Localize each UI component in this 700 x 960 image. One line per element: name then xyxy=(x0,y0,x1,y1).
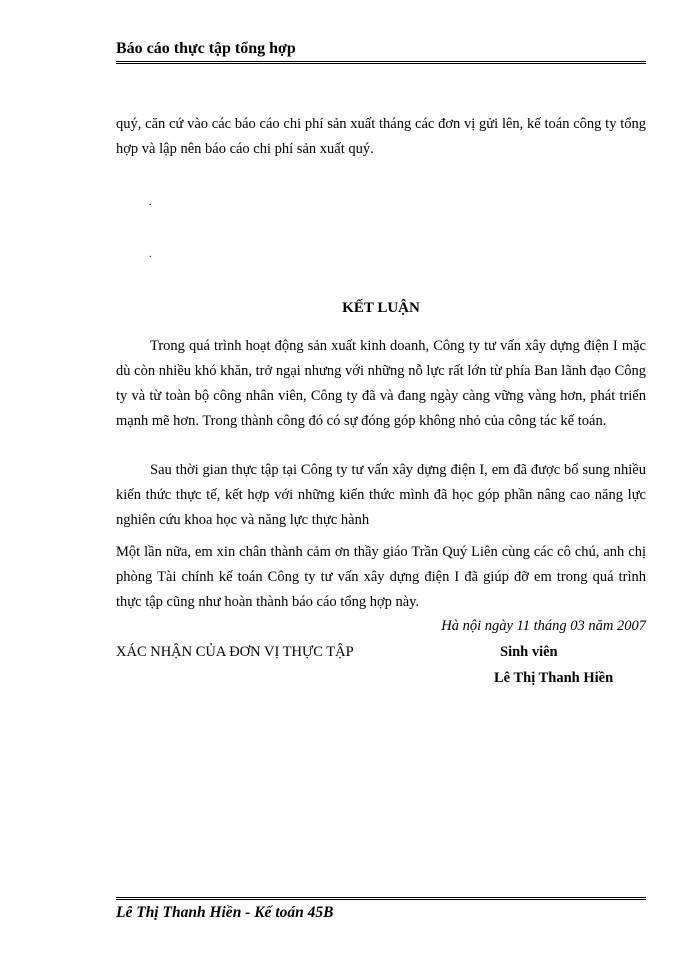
signature-role: Sinh viên xyxy=(500,644,558,660)
stray-dot-1: . xyxy=(149,197,152,208)
header-title: Báo cáo thực tập tổng hợp xyxy=(116,40,296,57)
conclusion-paragraph-3: Một lần nữa, em xin chân thành cảm ơn thầy giáo Trần Quý Liên cùng các cô chú, anh chị phòng Tài chính kế toán Công ty tư vấn xây dựng điện I đã giúp đỡ em trong quá trình thực tập cũng như hoàn thành báo cáo tổng hợp này. xyxy=(116,544,646,610)
footer-divider xyxy=(116,897,646,902)
conclusion-paragraph-2: Sau thời gian thực tập tại Công ty tư vấn xây dựng điện I, em đã được bổ sung nhiều kiến thức thực tế, kết hợp với những kiến thức mình đã học góp phần nâng cao năng lực nghiên cứu khoa học và năng lực thực hành xyxy=(116,462,646,528)
signature-name: Lê Thị Thanh Hiền xyxy=(494,670,614,686)
signature-date: Hà nội ngày 11 tháng 03 năm 2007 xyxy=(441,618,646,634)
conclusion-heading: KẾT LUẬN xyxy=(342,300,420,316)
footer-text: Lê Thị Thanh Hiền - Kế toán 45B xyxy=(116,904,334,921)
internship-confirmation-label: XÁC NHẬN CỦA ĐƠN VỊ THỰC TẬP xyxy=(116,644,354,660)
conclusion-paragraph-1: Trong quá trình hoạt động sản xuất kinh doanh, Công ty tư vấn xây dựng điện I mặc dù còn nhiều khó khăn, trở ngại nhưng với những nỗ lực rất lớn từ phía Ban lãnh đạo Công ty và từ toàn bộ công nhân viên, Công ty đã và đang ngày càng vững vàng hơn, phát triển mạnh mẽ hơn. Trong thành công đó có sự đóng góp không nhỏ của công tác kế toán. xyxy=(116,338,646,429)
stray-dot-2: . xyxy=(149,249,152,260)
header-divider xyxy=(116,61,646,66)
intro-paragraph: quý, căn cứ vào các báo cáo chi phí sản xuất tháng các đơn vị gửi lên, kế toán công ty tổng hợp và lập nên báo cáo chi phí sản xuất quý. xyxy=(116,116,646,157)
